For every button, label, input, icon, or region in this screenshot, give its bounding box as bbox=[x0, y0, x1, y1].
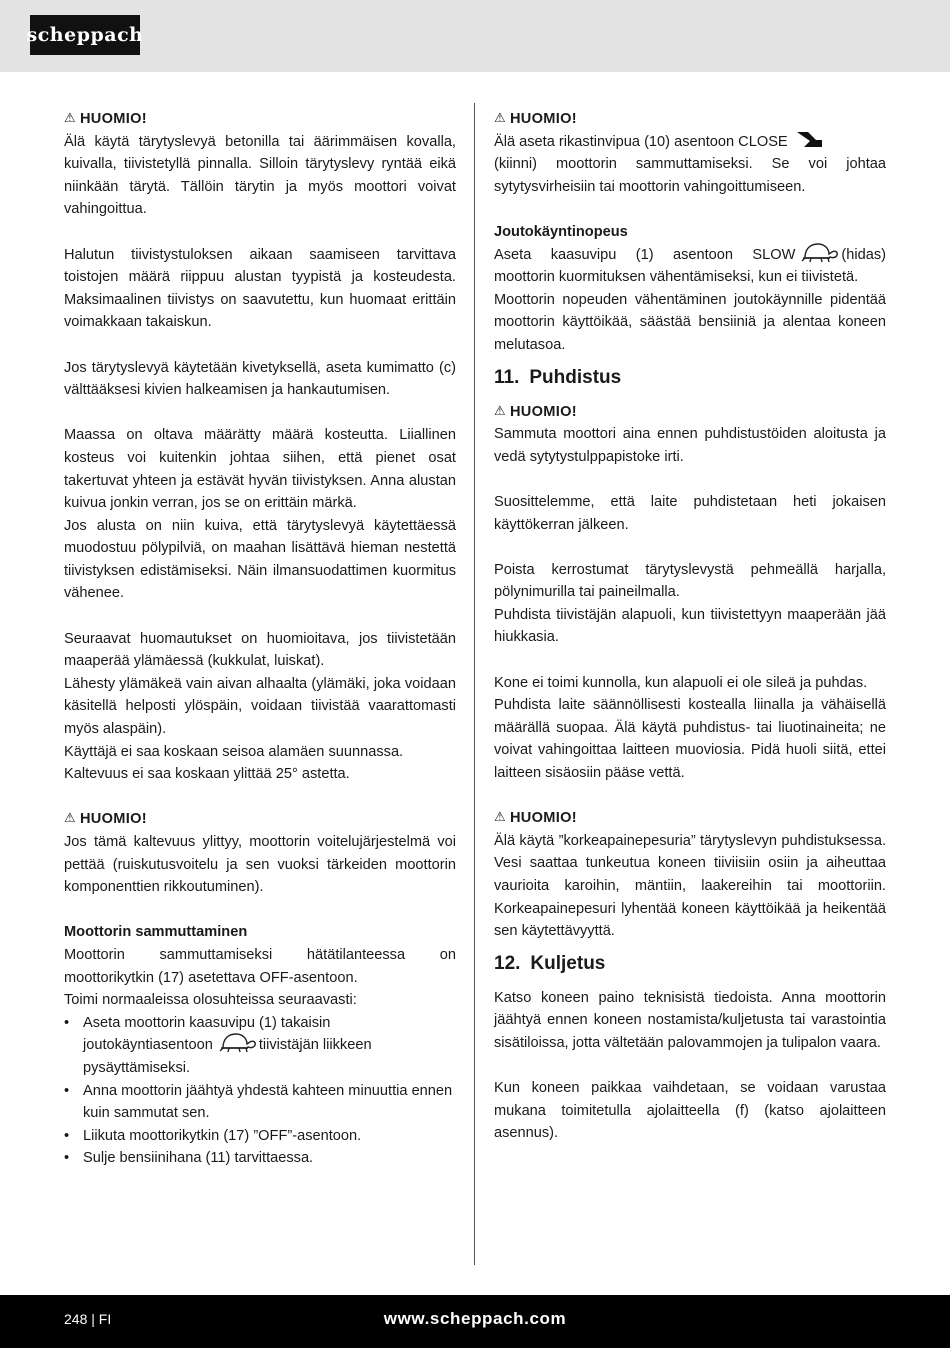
paragraph: Halutun tiivistystuloksen aikaan saamiseen tarvittava toistojen määrä riippuu alustan tyypistä ja kosteudesta. Maksimaalinen tiivistys on saavutettu, kun huomaat erittäin voimakkaan takaiskun. bbox=[64, 246, 456, 331]
paragraph: Lähesty ylämäkeä vain aivan alhaalta (ylämäki, joka voidaan käsitellä helposti ylöspäin, voidaan tiivistää vaarattomasti myös alaspäin). bbox=[64, 675, 456, 738]
list-item: • Liikuta moottorikytkin (17) ”OFF”-asentoon. bbox=[64, 1125, 456, 1148]
page-footer bbox=[0, 1295, 950, 1348]
warning-triangle-icon: ⚠ bbox=[494, 402, 506, 418]
paragraph: Maassa on oltava määrätty määrä kosteutta. Liiallinen kosteus voi kuitenkin johtaa siihen, että pienet osat takertuvat yhteen ja estävät hyvän tiivistyksen. Anna alustan kuivua jonkin verran, jos se on erittäin märkä. bbox=[64, 427, 456, 512]
steps-list bbox=[64, 1012, 456, 1170]
warning-heading: ⚠ HUOMIO! bbox=[494, 809, 577, 827]
subheading-idle-speed: Joutokäyntinopeus bbox=[494, 223, 628, 240]
warning-heading: ⚠ HUOMIO! bbox=[64, 110, 147, 127]
section-heading-12: 12. Kuljetus bbox=[494, 952, 606, 974]
paragraph: Kone ei toimi kunnolla, kun alapuoli ei ole sileä ja puhdas. bbox=[494, 674, 868, 691]
paragraph: Katso koneen paino teknisistä tiedoista. Anna moottorin jäähtyä ennen koneen nostamista/kuljetusta tai varastointia sisätiloissa, jotta vältetään palovammojen ja tulipalon vaara. bbox=[494, 989, 886, 1051]
warning-triangle-icon: ⚠ bbox=[64, 810, 76, 826]
page-number: 248 | FI bbox=[64, 1311, 112, 1327]
paragraph: Moottorin nopeuden vähentäminen joutokäynnille pidentää moottorin käyttöikää, säästää bensiiniä ja alentaa koneen melutasoa. bbox=[494, 291, 886, 353]
warning-heading: ⚠ HUOMIO! bbox=[494, 402, 577, 420]
section-heading-11: 11. Puhdistus bbox=[494, 366, 622, 388]
left-column bbox=[64, 108, 456, 1170]
list-item: • Aseta moottorin kaasuvipu (1) takaisin joutokäyntiasentoon tiivistäjän liikkeen pysäyttämiseksi. bbox=[64, 1012, 456, 1080]
warning-text: Älä käytä tärytyslevyä betonilla tai äärimmäisen kovalla, kuivalla, tiivistetyllä pinnalla. Silloin tärytyslevy ryntää eikä niinkään tärytä. Tällöin tärytin ja myös moottori voivat vahingoittua. bbox=[64, 133, 456, 218]
warning-triangle-icon: ⚠ bbox=[64, 110, 76, 125]
paragraph: Puhdista tiivistäjän alapuoli, kun tiivistettyyn maaperään jää hiukkasia. bbox=[494, 606, 886, 646]
turtle-slow-icon bbox=[799, 240, 839, 264]
warning-heading: ⚠ HUOMIO! bbox=[64, 810, 147, 828]
warning-text: Älä käytä ”korkeapainepesuria” tärytyslevyn puhdistuksessa. Vesi saattaa tunkeutua koneen tiiviisiin osiin ja aiheuttaa vaurioita karoihin, mäntiin, laakereihin tai moottoriin. Korkeapainepesuri lyhentää koneen käyttöikää ja heikentää sen käytettävyyttä. bbox=[494, 832, 886, 940]
scheppach-logo: scheppach bbox=[30, 15, 140, 55]
paragraph: Käyttäjä ei saa koskaan seisoa alamäen suunnassa. bbox=[64, 743, 404, 760]
paragraph: Toimi normaaleissa olosuhteissa seuraavasti: bbox=[64, 992, 357, 1009]
paragraph: Poista kerrostumat tärytyslevystä pehmeällä harjalla, pölynimurilla tai paineilmalla. bbox=[494, 561, 886, 601]
warning-triangle-icon: ⚠ bbox=[494, 809, 506, 825]
list-item: • Anna moottorin jäähtyä yhdestä kahteen minuuttia ennen kuin sammutat sen. bbox=[64, 1080, 456, 1125]
paragraph: Kun koneen paikkaa vaihdetaan, se voidaan varustaa mukana toimitetulla ajolaitteella (f) (katso ajolaitteen asennus). bbox=[494, 1080, 886, 1142]
warning-triangle-icon: ⚠ bbox=[494, 110, 506, 125]
warning-text: (kiinni) moottorin sammuttamiseksi. Se voi johtaa sytytysvirheisiin tai moottorin vahingoittumiseen. bbox=[494, 156, 886, 195]
page-header bbox=[0, 0, 950, 72]
right-column bbox=[494, 108, 886, 1145]
paragraph: Puhdista laite säännöllisesti kostealla liinalla ja vähäisellä määrällä suopaa. Älä käytä puhdistus- tai liuotinaineita; ne voivat vahingoittaa laitteen muoviosia. Pidä huoli siitä, ettei laitteen sisäosiin pääse vettä. bbox=[494, 697, 886, 782]
paragraph: Seuraavat huomautukset on huomioitava, jos tiivistetään maaperää ylämäessä (kukkulat, luiskat). bbox=[64, 630, 456, 670]
warning-text: Jos tämä kaltevuus ylittyy, moottorin voitelujärjestelmä voi pettää (ruiskutusvoitelu ja sen vuoksi tärkeiden moottorin komponenttien rikkoutuminen). bbox=[64, 834, 456, 896]
paragraph: Jos alusta on niin kuiva, että tärytyslevyä käytettäessä muodostuu pölypilviä, on maahan lisättävä hieman nestettä tiivistyksen edistämiseksi. Näin ilmansuodattimen kuormitus vähenee. bbox=[64, 517, 456, 602]
list-item: • Sulje bensiinihana (11) tarvittaessa. bbox=[64, 1147, 456, 1170]
warning-text: Sammuta moottori aina ennen puhdistustöiden aloitusta ja vedä sytytystulppapistoke irti. bbox=[494, 426, 886, 465]
warning-heading: ⚠ HUOMIO! bbox=[494, 110, 577, 127]
subheading-engine-stop: Moottorin sammuttaminen bbox=[64, 924, 248, 941]
website-link[interactable]: www.scheppach.com bbox=[383, 1309, 567, 1328]
warning-text: Älä aseta rikastinvipua (10) asentoon CLOSE bbox=[494, 131, 886, 154]
paragraph: Suosittelemme, että laite puhdistetaan heti jokaisen käyttökerran jälkeen. bbox=[494, 493, 886, 533]
paragraph: Moottorin sammuttamiseksi hätätilanteessa on moottorikytkin (17) asetettava OFF-asentoon. bbox=[64, 946, 456, 986]
choke-close-icon bbox=[794, 128, 824, 150]
paragraph: Kaltevuus ei saa koskaan ylittää 25° astetta. bbox=[64, 766, 350, 783]
paragraph: Jos tärytyslevyä käytetään kivetyksellä, aseta kumimatto (c) välttääksesi kivien halkeamisen ja hankautumisen. bbox=[64, 359, 456, 399]
turtle-slow-icon bbox=[217, 1030, 257, 1054]
column-divider bbox=[474, 103, 475, 1265]
paragraph: Aseta kaasuvipu (1) asentoon SLOW (hidas) moottorin kuormituksen vähentämiseksi, kun ei tiivistetä. bbox=[494, 244, 886, 289]
